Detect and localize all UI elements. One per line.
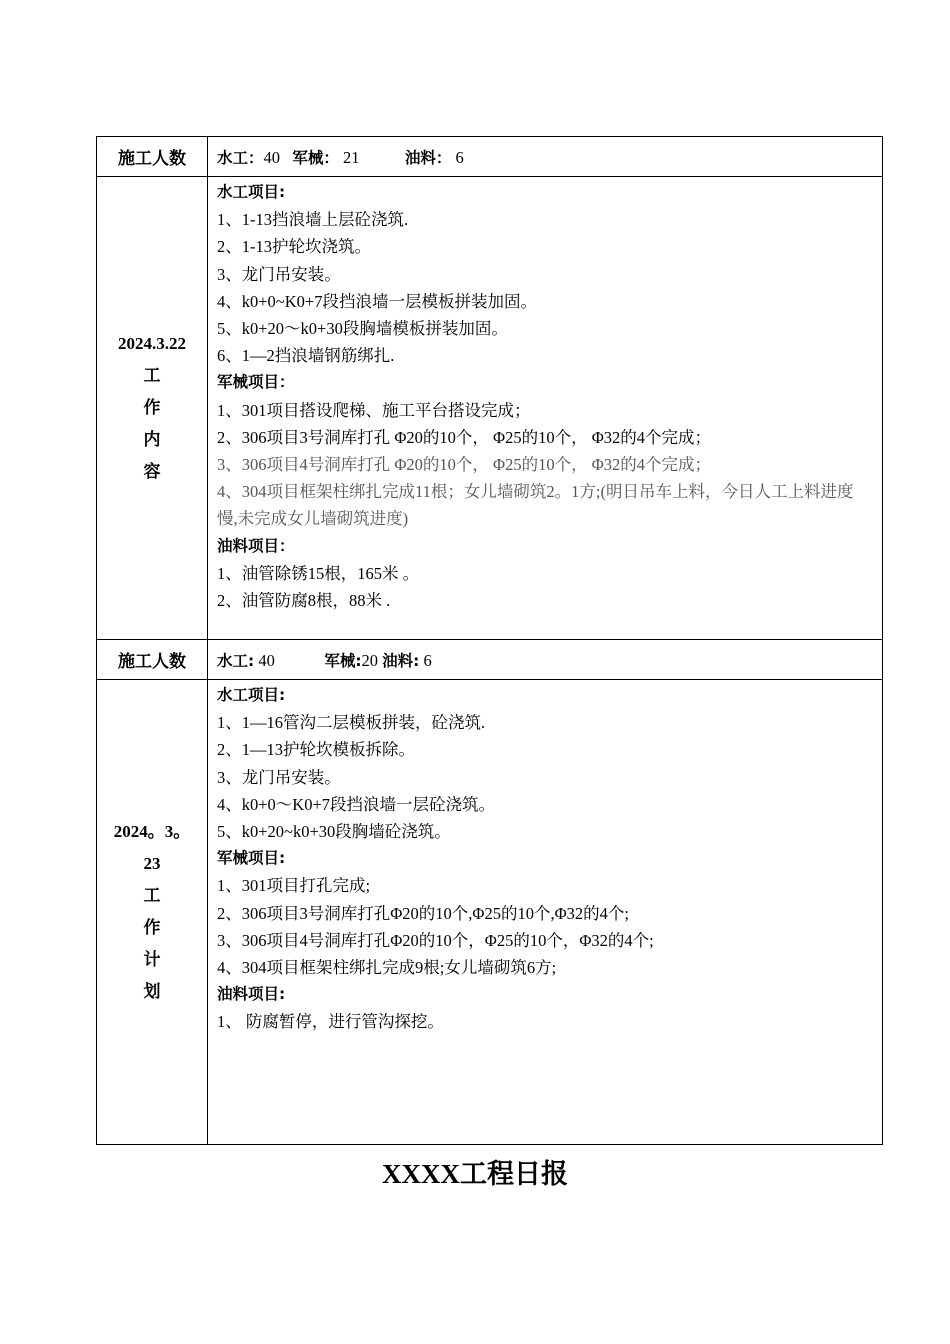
day2-oil-item: 1、 防腐暂停，进行管沟探挖。 xyxy=(217,1012,444,1032)
day2-oil-label: 油料: xyxy=(382,651,420,670)
day1-machine-item: 3、306项目4号洞库打孔 Φ20的10个， Φ25的10个， Φ32的4个完成； xyxy=(217,455,712,475)
day2-workers-row xyxy=(97,640,883,680)
day1-machine-item: 2、306项目3号洞库打孔 Φ20的10个， Φ25的10个， Φ32的4个完成； xyxy=(217,427,712,447)
day1-oil-value: 6 xyxy=(455,147,464,167)
day2-machine-value: 20 xyxy=(361,650,379,670)
day1-water-value: 40 xyxy=(263,147,281,167)
day1-water-item: 6、1—2挡浪墙钢筋绑扎. xyxy=(217,346,395,366)
day2-water-value: 40 xyxy=(258,650,275,670)
day2-workers-counts xyxy=(208,640,883,680)
day1-water-title: 水工项目: xyxy=(217,183,286,201)
day2-date: 2024。3。 xyxy=(113,822,191,841)
day2-machine-title: 军械项目: xyxy=(217,849,286,868)
day2-date: 23 xyxy=(143,854,161,873)
day2-machine-item: 2、306项目3号洞库打孔Φ20的10个,Φ25的10个,Φ32的4个; xyxy=(217,903,630,923)
day1-oil-item: 2、油管防腐8根，88米 . xyxy=(217,591,391,611)
day1-water-item: 5、k0+20～k0+30段胸墙模板拼装加固。 xyxy=(217,319,508,339)
day1-content-row xyxy=(97,177,883,640)
day1-oil-item: 1、油管除锈15根，165米 。 xyxy=(217,563,420,583)
day1-date-char: 容 xyxy=(143,462,161,482)
day1-workers-row xyxy=(97,137,883,177)
day1-water-item: 1、1-13挡浪墙上层砼浇筑. xyxy=(217,210,409,230)
day2-date-char: 作 xyxy=(143,918,161,938)
day2-oil-title: 油料项目: xyxy=(217,985,286,1004)
day2-water-item: 4、k0+0～K0+7段挡浪墙一层砼浇筑。 xyxy=(217,794,496,814)
day1-workers-header: 施工人数 xyxy=(97,137,208,177)
day1-water-item: 3、龙门吊安装。 xyxy=(217,264,341,284)
day2-water-label: 水工: xyxy=(217,651,255,670)
day2-water-item: 5、k0+20~k0+30段胸墙砼浇筑。 xyxy=(217,822,451,842)
day1-oil-label: 油料： xyxy=(404,148,452,167)
day1-date-char: 工 xyxy=(143,366,161,386)
day1-machine-item: 1、301项目搭设爬梯、施工平台搭设完成； xyxy=(217,400,531,420)
day1-oil-title: 油料项目： xyxy=(217,536,295,555)
day2-content-body xyxy=(208,680,882,1036)
day2-machine-item: 3、306项目4号洞库打孔Φ20的10个，Φ25的10个，Φ32的4个; xyxy=(217,930,654,950)
day1-machine-value: 21 xyxy=(343,147,360,167)
day1-water-label: 水工： xyxy=(217,148,264,167)
day2-content-cell xyxy=(208,680,883,1145)
day2-date-char: 划 xyxy=(143,982,161,1002)
day1-content-body xyxy=(208,177,882,614)
day1-machine-item: 4、304项目框架柱绑扎完成11根；女儿墙砌筑2。1方;(明日吊车上料，今日人工上料进度慢,未完成女儿墙砌筑进度) xyxy=(217,482,854,529)
day2-date-cell xyxy=(97,680,208,1145)
day1-machine-title: 军械项目： xyxy=(217,373,295,392)
document-title: XXXX工程日报 xyxy=(382,1159,568,1189)
day1-water-item: 4、k0+0~K0+7段挡浪墙一层模板拼装加固。 xyxy=(217,291,537,311)
day2-water-item: 3、龙门吊安装。 xyxy=(217,767,341,787)
day1-date: 2024.3.22 xyxy=(118,334,186,353)
day2-oil-value: 6 xyxy=(423,650,432,670)
day1-date-column xyxy=(97,177,207,639)
day2-workers-header: 施工人数 xyxy=(97,640,208,680)
day2-machine-item: 4、304项目框架柱绑扎完成9根;女儿墙砌筑6方; xyxy=(217,958,557,978)
day1-date-char: 作 xyxy=(143,398,161,418)
day2-water-title: 水工项目: xyxy=(217,686,286,704)
day2-water-item: 2、1—13护轮坎模板拆除。 xyxy=(217,740,415,760)
day2-water-item: 1、1—16管沟二层模板拼装，砼浇筑. xyxy=(217,713,486,733)
day1-water-item: 2、1-13护轮坎浇筑。 xyxy=(217,237,371,257)
day2-date-column xyxy=(97,680,207,1144)
daily-report-table-wrapper xyxy=(96,136,883,1145)
day2-content-row xyxy=(97,680,883,1145)
day2-date-char: 计 xyxy=(143,950,161,970)
day1-machine-label: 军械： xyxy=(292,148,339,167)
day1-date-char: 内 xyxy=(143,430,161,450)
daily-report-table xyxy=(96,136,883,1145)
day1-workers-counts xyxy=(208,137,883,177)
day2-machine-label: 军械: xyxy=(324,651,362,670)
day1-content-cell xyxy=(208,177,883,640)
day1-date-cell xyxy=(97,177,208,640)
day2-machine-item: 1、301项目打孔完成; xyxy=(217,876,371,896)
day2-date-char: 工 xyxy=(143,886,161,906)
